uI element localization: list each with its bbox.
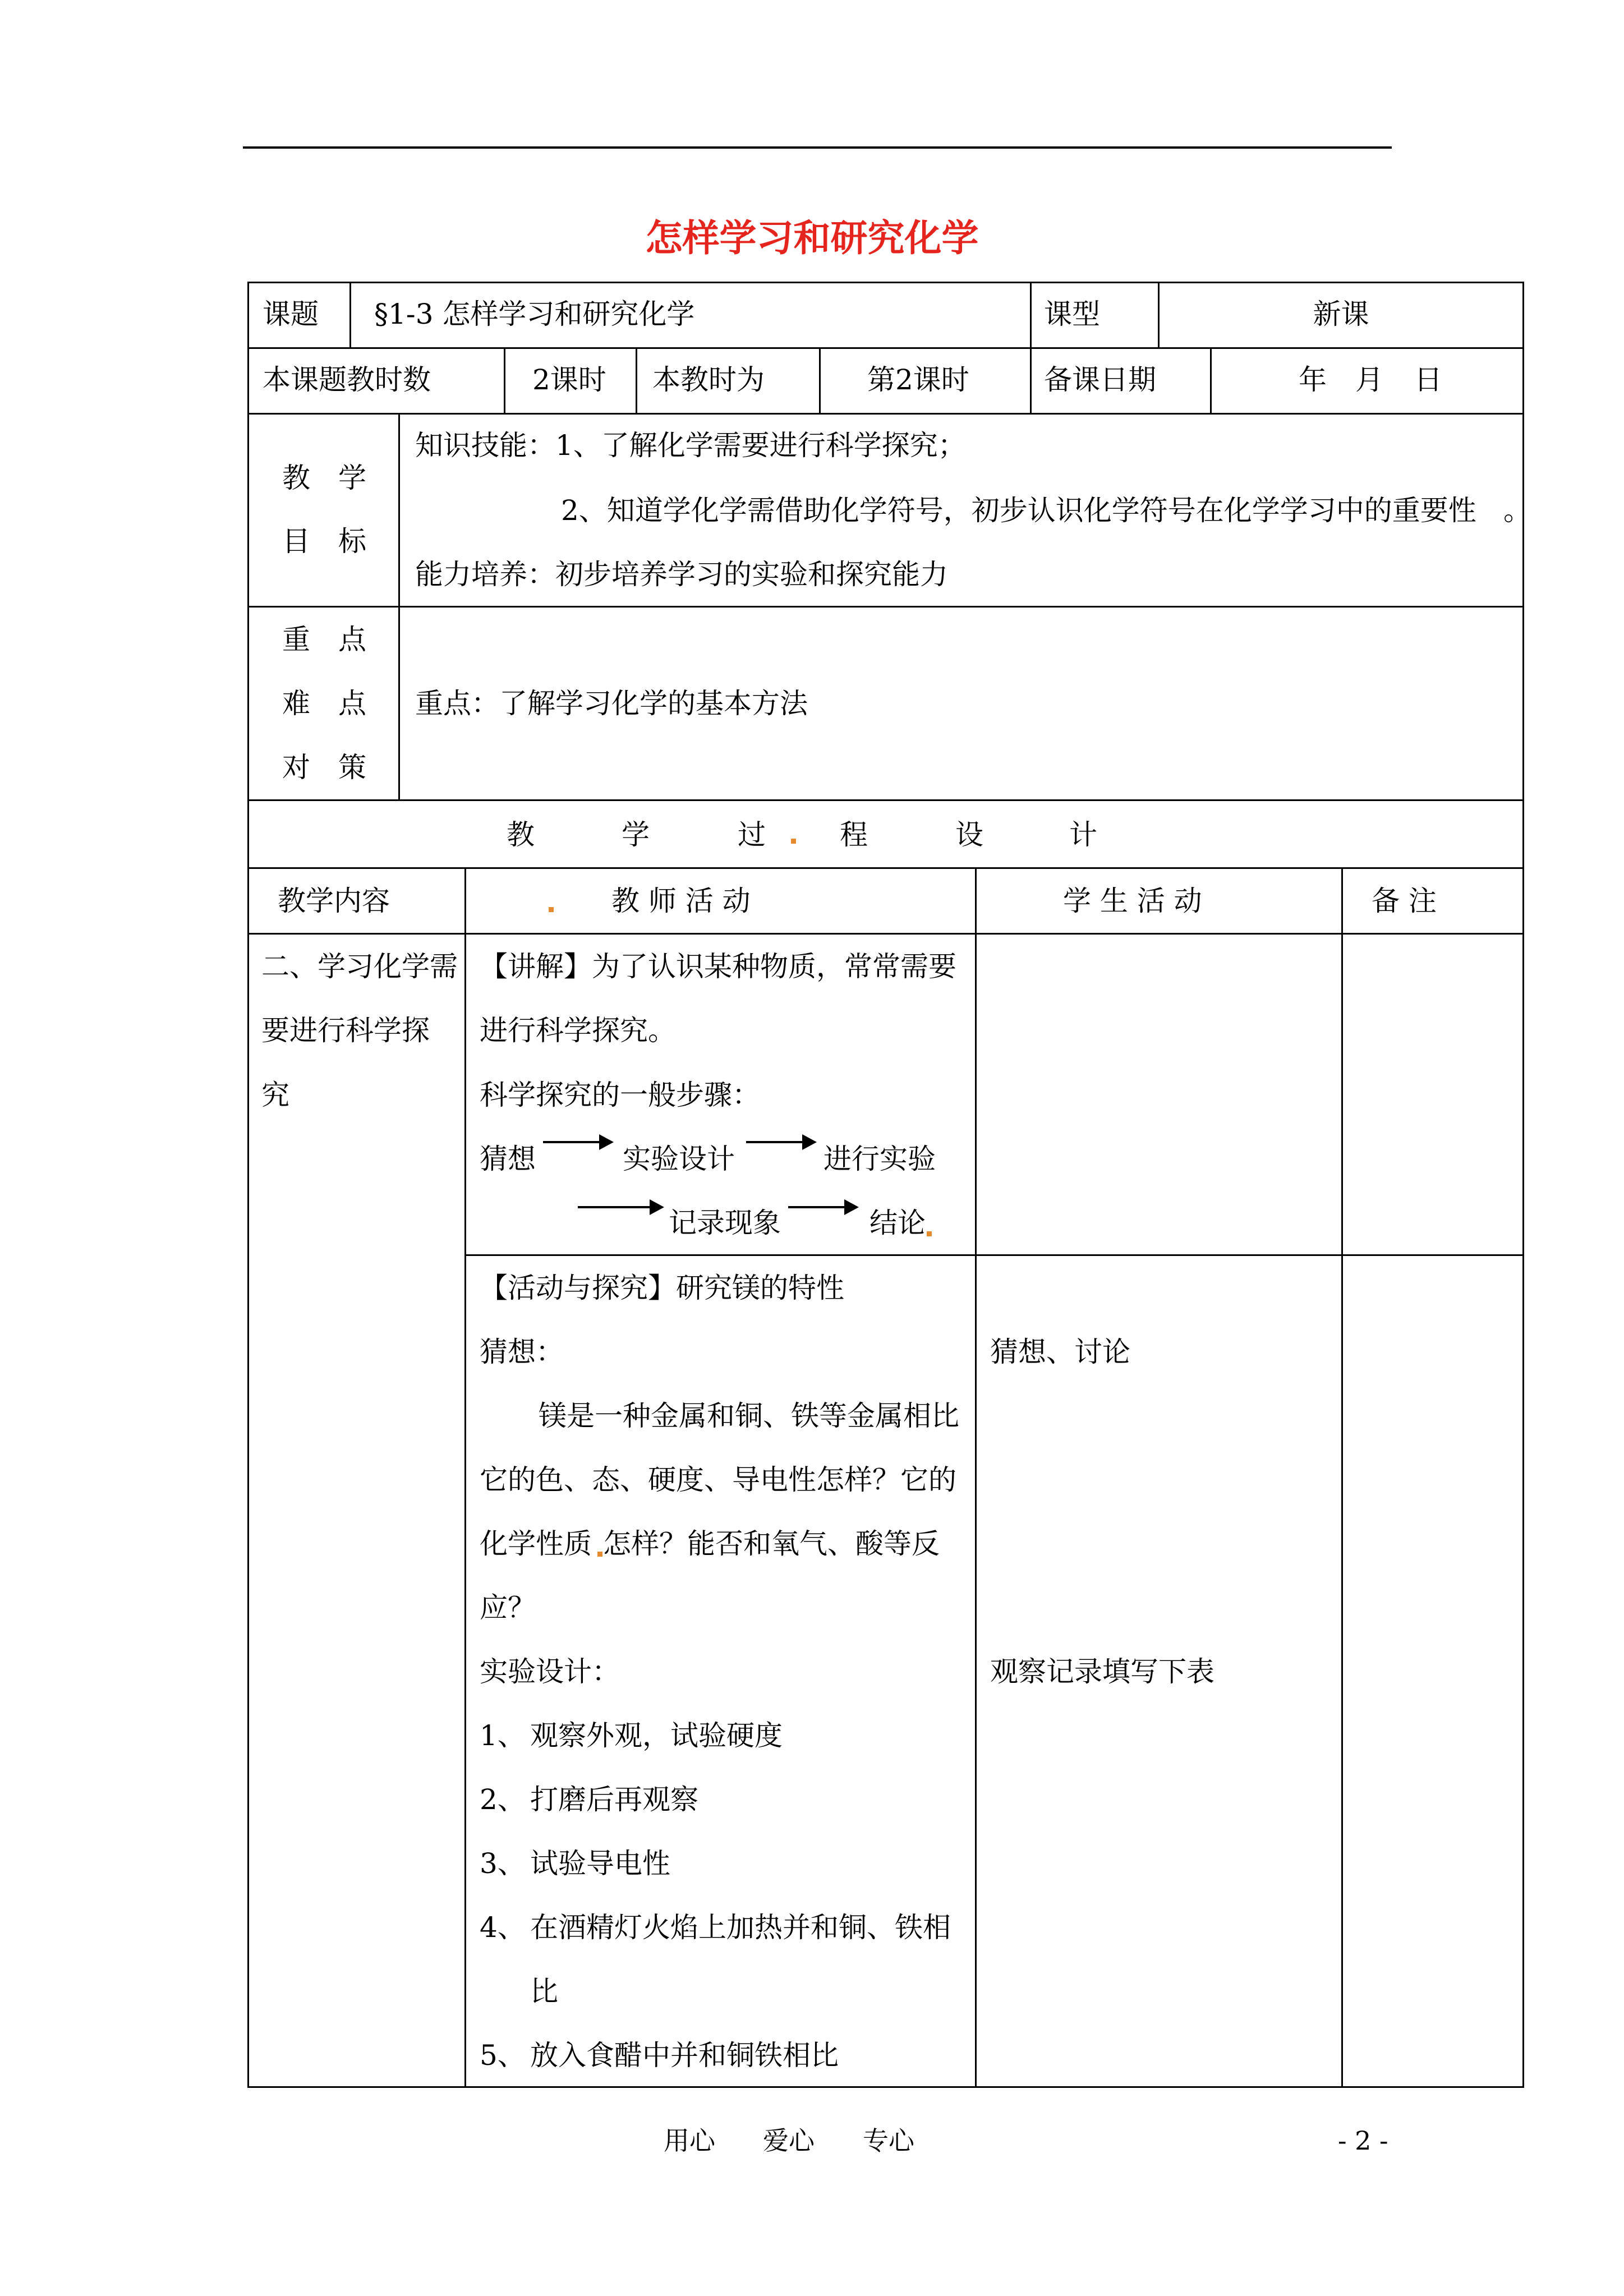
objective-knowledge: 知识技能：1、了解化学需要进行科学探究； <box>415 429 966 462</box>
teacher-line: 【活动与探究】研究镁的特性 <box>480 1272 844 1304</box>
keypoints-label-char: 对 <box>282 751 310 784</box>
objectives-label-char: 标 <box>338 525 366 558</box>
keypoints-label-char: 难 <box>282 687 310 720</box>
objective-symbols-end: 。 <box>1503 494 1531 527</box>
objective-ability: 能力培养：初步培养学习的实验和探究能力 <box>415 558 948 591</box>
teacher-line: 进行科学探究。 <box>480 1014 676 1047</box>
teacher-line: 猜想： <box>480 1336 564 1368</box>
page-number: - 2 - <box>1338 2125 1388 2156</box>
list-item: 观察外观，试验硬度 <box>530 1719 783 1752</box>
student-line: 猜想、讨论 <box>990 1336 1130 1368</box>
table-line <box>247 282 249 2088</box>
teacher-line: 应？ <box>480 1591 536 1624</box>
teacher-line: 镁是一种金属和铜、铁等金属相比 <box>539 1400 959 1432</box>
step-experiment: 进行实验 <box>823 1143 936 1175</box>
table-line <box>398 413 400 799</box>
teacher-line: 化学性质 <box>480 1527 592 1560</box>
page-title: 怎样学习和研究化学 <box>645 217 979 260</box>
keypoints-label-char: 点 <box>338 687 366 720</box>
process-header-char: 程 <box>840 818 868 851</box>
topic-label: 课题 <box>263 298 319 330</box>
arrow-right-icon <box>788 1206 857 1208</box>
table-line <box>247 933 1524 935</box>
objectives-label-char: 学 <box>338 462 366 494</box>
objective-symbols: 2、知道学化学需借助化学符号，初步认识化学符号在化学学习中的重要性 <box>561 494 1476 527</box>
mark-dot <box>927 1231 932 1236</box>
table-line <box>636 347 637 413</box>
table-line <box>819 347 821 413</box>
footer-slogan: 专心 <box>863 2125 914 2156</box>
table-line <box>247 347 1524 349</box>
topic-value: §1-3 怎样学习和研究化学 <box>374 298 695 330</box>
list-item: 放入食醋中并和铜铁相比 <box>530 2039 839 2072</box>
table-line <box>975 867 977 2088</box>
column-header-notes: 备 注 <box>1372 885 1437 917</box>
prep-day: 日 <box>1414 364 1442 396</box>
objectives-label-char: 教 <box>282 462 310 494</box>
arrow-right-icon <box>543 1141 611 1143</box>
table-line <box>1030 282 1032 347</box>
keypoints-label-char: 重 <box>282 623 310 656</box>
total-hours-value: 2课时 <box>532 364 606 396</box>
teacher-line: 怎样？能否和氧气、酸等反 <box>603 1527 940 1560</box>
footer-slogan: 用心 <box>664 2125 715 2156</box>
mark-dot <box>791 839 796 844</box>
process-header-char: 过 <box>738 818 766 851</box>
current-lesson-label: 本教时为 <box>652 364 765 396</box>
table-line <box>247 413 1524 415</box>
table-line <box>247 867 1524 869</box>
step-record: 记录现象 <box>669 1207 781 1239</box>
keypoints-label-char: 点 <box>338 623 366 656</box>
list-num: 5、 <box>480 2039 526 2072</box>
keypoints-label-char: 策 <box>338 751 366 784</box>
arrow-right-icon <box>746 1141 815 1143</box>
objectives-label-char: 目 <box>282 525 310 558</box>
current-lesson-value: 第2课时 <box>867 364 969 396</box>
arrow-right-icon <box>578 1206 662 1208</box>
mark-dot <box>597 1552 602 1557</box>
keypoints-content: 重点：了解学习化学的基本方法 <box>415 687 808 720</box>
list-num: 4、 <box>480 1911 526 1944</box>
table-line <box>1522 282 1524 2088</box>
table-line <box>1030 347 1032 413</box>
list-num: 1、 <box>480 1719 526 1752</box>
lesson-type-label: 课型 <box>1044 298 1100 330</box>
total-hours-label: 本课题教时数 <box>263 364 431 396</box>
process-header-char: 教 <box>507 818 535 851</box>
prep-date-label: 备课日期 <box>1044 364 1156 396</box>
column-header-student: 学 生 活 动 <box>1063 885 1202 917</box>
teacher-line: 科学探究的一般步骤： <box>480 1079 760 1111</box>
table-line <box>247 282 1524 283</box>
table-line <box>1341 867 1343 2088</box>
lesson-type-value: 新课 <box>1313 298 1369 330</box>
process-header-char: 计 <box>1069 818 1097 851</box>
step-design: 实验设计 <box>623 1143 735 1175</box>
table-line <box>464 867 466 2088</box>
content-line: 究 <box>261 1079 289 1111</box>
mark-dot <box>549 907 554 912</box>
list-num: 2、 <box>480 1783 526 1816</box>
list-item: 比 <box>530 1975 558 2008</box>
student-line: 观察记录填写下表 <box>990 1655 1214 1688</box>
content-line: 要进行科学探 <box>261 1014 430 1047</box>
table-line <box>1210 347 1212 413</box>
teacher-line: 它的色、态、硬度、导电性怎样？它的 <box>480 1464 956 1496</box>
list-item: 试验导电性 <box>530 1847 670 1880</box>
table-line <box>247 2086 1524 2088</box>
header-rule <box>243 146 1392 149</box>
column-header-content: 教学内容 <box>278 885 390 917</box>
column-header-teacher: 教 师 活 动 <box>611 885 751 917</box>
table-line <box>247 606 1524 608</box>
list-item: 在酒精灯火焰上加热并和铜、铁相 <box>530 1911 951 1944</box>
table-line <box>464 1254 1524 1256</box>
list-num: 3、 <box>480 1847 526 1880</box>
teacher-line: 实验设计： <box>480 1655 620 1688</box>
prep-year: 年 <box>1299 364 1327 396</box>
process-header-char: 学 <box>622 818 650 851</box>
step-conclusion: 结论 <box>869 1207 926 1239</box>
footer-slogan: 爱心 <box>763 2125 815 2156</box>
table-line <box>349 282 351 347</box>
list-item: 打磨后再观察 <box>530 1783 698 1816</box>
step-guess: 猜想 <box>480 1143 536 1175</box>
table-line <box>504 347 505 413</box>
teacher-line: 【讲解】为了认识某种物质，常常需要 <box>480 950 956 983</box>
table-line <box>247 799 1524 801</box>
content-line: 二、学习化学需 <box>261 950 458 983</box>
prep-month: 月 <box>1355 364 1383 396</box>
process-header-char: 设 <box>955 818 983 851</box>
